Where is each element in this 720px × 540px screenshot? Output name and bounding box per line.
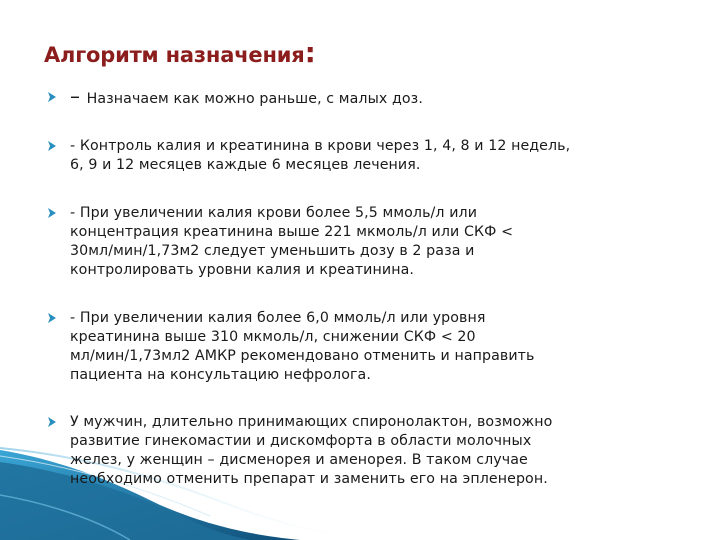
bullet-text: - Контроль калия и креатинина в крови через 1, 4, 8 и 12 недель, 6, 9 и 12 месяцев каждые 6 месяцев лечения. <box>70 138 571 173</box>
slide-title-colon: : <box>304 36 316 69</box>
bullet-arrow-icon <box>48 137 70 155</box>
bullet-item <box>48 309 688 385</box>
bullet-item <box>48 204 688 280</box>
bullet-text: У мужчин, длительно принимающих спиронолактон, возможно развитие гинекомастии и дискомфорта в области молочных желез, у женщин – дисменорея и аменорея. В таком случае необходимо отменить препарат и заменить его на эпленерон. <box>70 414 553 487</box>
bullet-arrow-icon <box>48 204 70 222</box>
bullet-body: Назначаем как можно раньше, с малых доз. <box>86 91 423 107</box>
bullet-text: - При увеличении калия крови более 5,5 ммоль/л или концентрация креатинина выше 221 мкмоль/л или СКФ < 30мл/мин/1,73м2 следует уменьшить дозу в 2 раза и контролировать уровни калия и креатинина. <box>70 205 514 278</box>
bullet-item <box>48 137 688 175</box>
bullet-arrow-icon <box>48 309 70 327</box>
bullet-text: - При увеличении калия более 6,0 ммоль/л или уровня креатинина выше 310 мкмоль/л, снижении СКФ < 20 мл/мин/1,73мл2 АМКР рекомендовано отменить и направить пациента на консультацию нефролога. <box>70 310 535 383</box>
slide-title-text: Алгоритм назначения <box>44 43 305 67</box>
bullet-lead-dash: – <box>70 84 87 108</box>
bullet-arrow-icon <box>48 88 70 106</box>
bullet-item <box>48 413 688 489</box>
bullet-text <box>70 84 423 109</box>
bullet-arrow-icon <box>48 413 70 431</box>
bullet-item <box>48 84 688 109</box>
slide-title <box>44 36 316 69</box>
